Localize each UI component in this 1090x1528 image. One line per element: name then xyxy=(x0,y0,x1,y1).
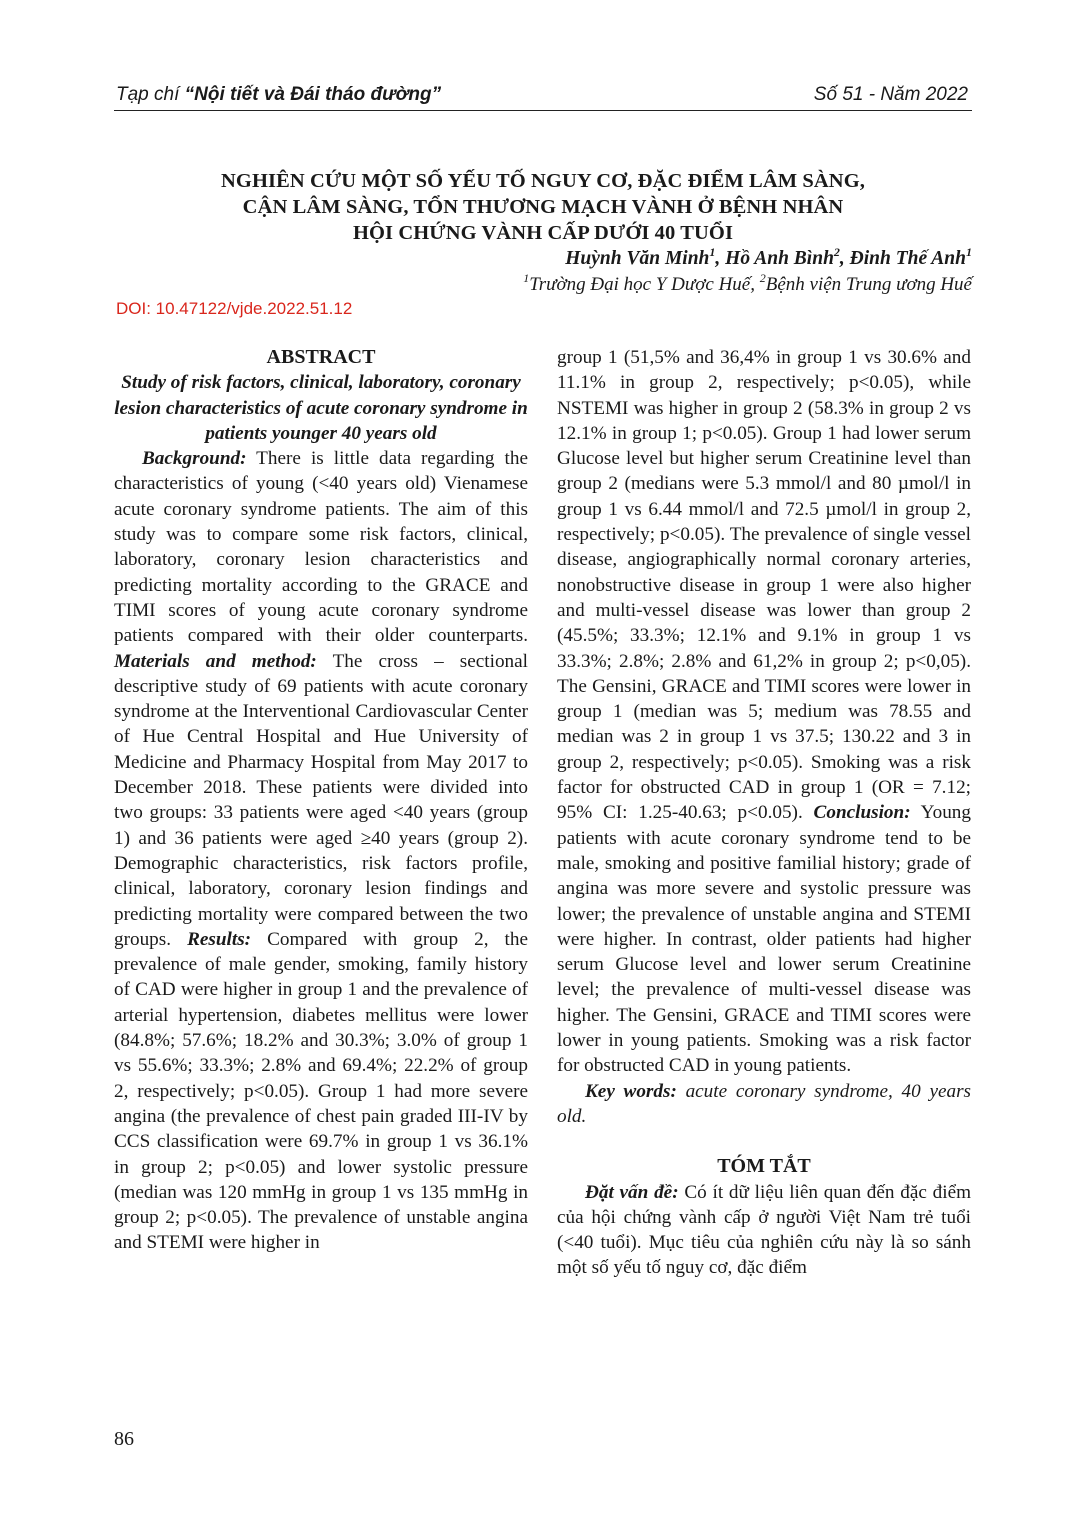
affil-mark: 1 xyxy=(523,271,530,285)
affiliation-2: Bệnh viện Trung ương Huế xyxy=(765,274,972,295)
doi-link[interactable]: DOI: 10.47122/vjde.2022.51.12 xyxy=(116,299,353,318)
author-name: Đinh Thế Anh xyxy=(849,248,966,269)
left-column xyxy=(114,345,528,1256)
author-affil-mark: 1 xyxy=(966,245,972,259)
right-column xyxy=(557,345,971,1281)
abstract-heading: ABSTRACT xyxy=(266,346,376,368)
page-number: 86 xyxy=(114,1428,134,1450)
journal-prefix: Tạp chí xyxy=(116,84,185,105)
author-separator: , xyxy=(839,248,850,269)
section-spacer xyxy=(557,1129,971,1154)
journal-header xyxy=(114,80,972,112)
journal-title xyxy=(116,84,441,106)
keywords-label: Key words: xyxy=(585,1080,677,1102)
title-line: HỘI CHỨNG VÀNH CẤP DƯỚI 40 TUỔI xyxy=(352,222,734,244)
issue-number: Số 51 - Năm 2022 xyxy=(813,84,968,105)
affiliations xyxy=(523,271,972,296)
author-name: Huỳnh Văn Minh xyxy=(565,248,710,269)
results-text: Compared with group 2, the prevalence of male gender, smoking, family history of CAD were higher in group 1 and the prevalence of arterial hypertension, diabetes mellitus were lower (84.8%; 57.6%; 18.2% and 30.3%; 3.0% of group 1 vs 55.6%; 33.3%; 2.8% and 69.4%; 22.2% of group 2, respectively; p<0.05). Group 1 had more severe angina (the prevalence of chest pain graded III-IV by CCS classification were 69.7% in group 1 vs 36.1% in group 2; p<0.05) and lower systolic pressure (median was 120 mmHg in group 1 vs 135 mmHg in group 2; p<0.05). The prevalence of unstable angina and STEMI were higher in xyxy=(114,928,528,1254)
author-affil-mark: 1 xyxy=(709,245,716,259)
results-text-cont: group 1 (51,5% and 36,4% in group 1 vs 30.6% and 11.1% in group 2, respectively; p<0.05), while NSTEMI was higher in group 2 (58.3% in group 2 vs 12.1% in group 1; p<0.05). Group 1 had lower serum Glucose level but higher serum Creatinine level than group 2 (medians were 5.3 mmol/l and 80 µmol/l in group 1 vs 6.44 mmol/l and 72.5 µmol/l in group 2, respectively; p<0.05). The prevalence of single vessel disease, angiographically normal coronary arteries, nonobstructive disease in group 1 were also higher and multi-vessel disease was lower than group 2 (45.5%; 33.3%; 12.1% and 9.1% in group 1 vs 33.3%; 2.8%; 2.8% and 61,2% in group 2; p<0,05). The Gensini, GRACE and TIMI scores were lower in group 1 (median was 5; medium was 78.55 and median was 2 in group 1 vs 37.5; 130.22 and 3 in group 2, respectively; p<0.05). Smoking was a risk factor for obstructed CAD in group 1 (OR = 7.12; 95% CI: 1.25-40.63; p<0.05). xyxy=(557,347,971,824)
author-separator: , xyxy=(715,248,726,269)
summary-text: Có ít dữ liệu liên quan đến đặc điểm của hội chứng vành cấp ở người Việt Nam trẻ tuổi (<40 tuổi). Mục tiêu của nghiên cứu này là so sánh một số yếu tố nguy cơ, đặc điểm xyxy=(557,1181,972,1279)
methods-label: Materials and method: xyxy=(114,650,317,672)
journal-name: “Nội tiết và Đái tháo đường” xyxy=(184,84,442,105)
affil-mark: 2 xyxy=(759,271,766,285)
results-label: Results: xyxy=(187,928,252,950)
author-list xyxy=(565,245,972,270)
header-divider xyxy=(114,110,972,111)
conclusion-label: Conclusion: xyxy=(813,802,911,824)
abstract-subtitle: Study of risk factors, clinical, laboratory, coronary lesion characteristics of acute coronary syndrome in patients younger 40 years old xyxy=(114,372,528,444)
summary-heading: TÓM TẮT xyxy=(717,1155,811,1178)
keywords xyxy=(557,1079,971,1130)
title-line: NGHIÊN CỨU MỘT SỐ YẾU TỐ NGUY CƠ, ĐẶC ĐIỂM LÂM SÀNG, xyxy=(221,170,865,192)
keywords-text: acute coronary syndrome, 40 years old. xyxy=(557,1080,972,1127)
background-label: Background: xyxy=(142,448,247,470)
methods-text: The cross – sectional descriptive study of 69 patients with acute coronary syndrome at the Interventional Cardiovascular Center of Hue Central Hospital and Hue University of Medicine and Pharmacy Hospital from May 2017 to December 2018. These patients were divided into two groups: 33 patients were aged <40 years (group 1) and 36 patients were aged ≥40 years (group 2). Demographic characteristics, risk factors profile, clinical, laboratory, coronary lesion findings and predicting mortality were compared between the two groups. xyxy=(114,650,528,950)
conclusion-text: Young patients with acute coronary syndrome tend to be male, smoking and positive familial history; grade of angina was more severe and systolic pressure was lower; the prevalence of unstable angina and STEMI were higher. In contrast, older patients had higher serum Glucose level and lower serum Creatinine level; the prevalence of multi-vessel disease was higher. The Gensini, GRACE and TIMI scores were lower in young patients. Smoking was a risk factor for obstructed CAD in young patients. xyxy=(557,802,971,1077)
summary-paragraph xyxy=(557,1180,971,1281)
title-line: CẬN LÂM SÀNG, TỔN THƯƠNG MẠCH VÀNH Ở BỆNH NHÂN xyxy=(242,196,844,218)
abstract-paragraph-cont xyxy=(557,345,971,1079)
abstract-paragraph xyxy=(114,446,528,1256)
background-text: There is little data regarding the characteristics of young (<40 years old) Vienamese acute coronary syndrome patients. The aim of this study was to compare some risk factors, clinical, laboratory, coronary lesion characteristics and predicting mortality according to the GRACE and TIMI scores of young acute coronary syndrome patients compared with their older counterparts. xyxy=(114,448,528,647)
summary-label: Đặt vấn đề: xyxy=(585,1181,679,1203)
author-name: Hồ Anh Bình xyxy=(725,248,834,269)
affiliation-1: Trường Đại học Y Dược Huế, xyxy=(529,274,760,295)
author-affil-mark: 2 xyxy=(833,245,840,259)
article-title xyxy=(114,168,972,246)
